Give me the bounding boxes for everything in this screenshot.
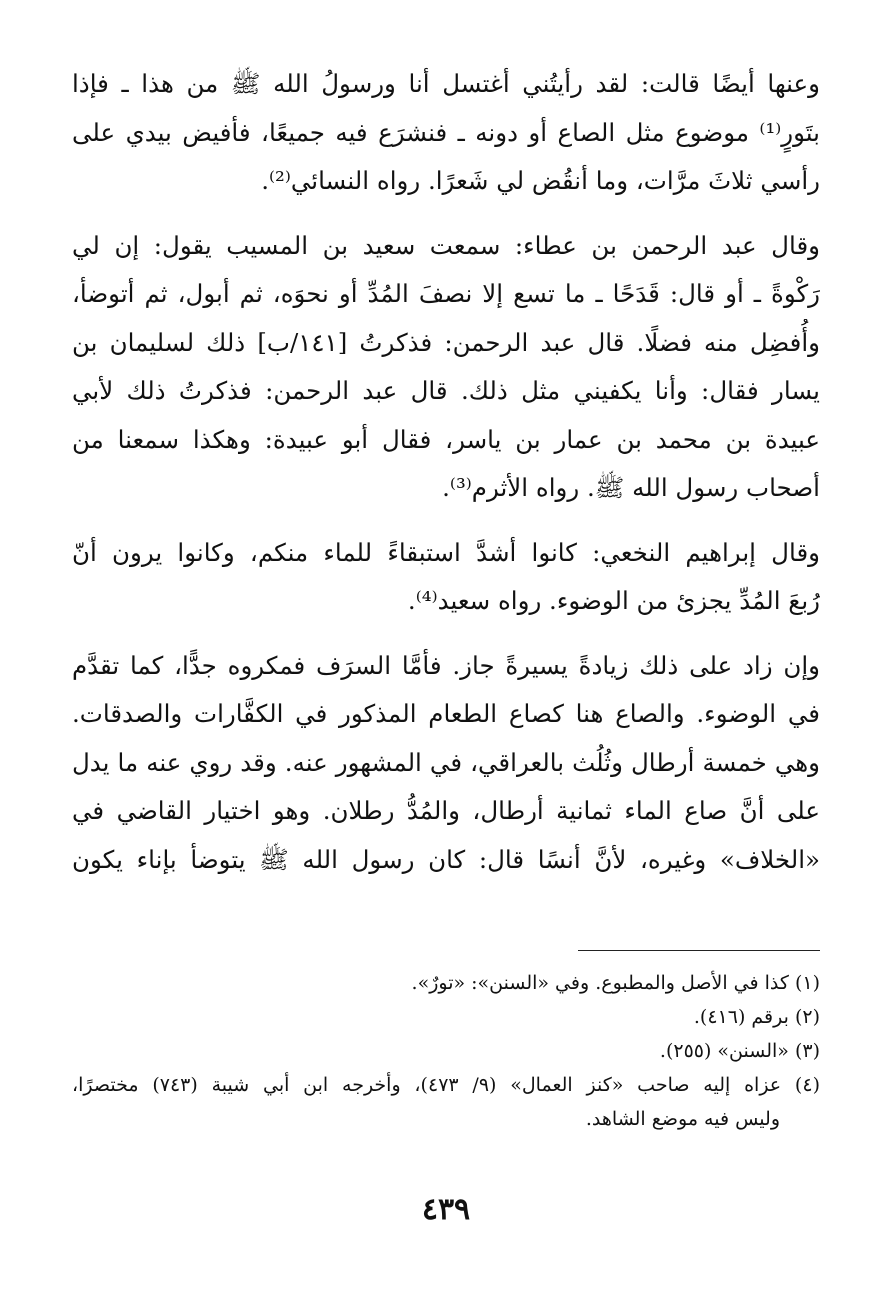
footnote-4-continuation: وليس فيه موضع الشاهد. xyxy=(585,1108,780,1130)
footnote-1: (١) كذا في الأصل والمطبوع. وفي «السنن»: «تورٌ». xyxy=(411,972,820,994)
text-line: بتَورٍ⁽¹⁾ موضوع مثل الصاع أو دونه ـ فنشرَع فيه جميعًا، فأفيض بيدي على xyxy=(72,117,820,147)
text-line: وقال عبد الرحمن بن عطاء: سمعت سعيد بن المسيب يقول: إن لي xyxy=(72,230,820,260)
text-line: يسار فقال: وأنا يكفيني مثل ذلك. قال عبد الرحمن: فذكرتُ ذلك لأبي xyxy=(72,376,820,405)
text-line: رُبعَ المُدِّ يجزئ من الوضوء. رواه سعيد⁽⁴⁾. xyxy=(407,586,820,615)
text-line: وعنها أيضًا قالت: لقد رأيتُني أغتسل أنا ورسولُ الله ﷺ من هذا ـ فإذا xyxy=(72,69,820,98)
footnote-4: (٤) عزاه إليه صاحب «كنز العمال» (٩/ ٤٧٣)، وأخرجه ابن أبي شيبة (٧٤٣) مختصرًا، xyxy=(72,1074,820,1096)
footnote-3: (٣) «السنن» (٢٥٥). xyxy=(659,1040,820,1062)
text-line: عبيدة بن محمد بن عمار بن ياسر، فقال أبو عبيدة: وهكذا سمعنا من xyxy=(72,424,820,454)
footnote-2: (٢) برقم (٤١٦). xyxy=(693,1006,820,1028)
text-line: «الخلاف» وغيره، لأنَّ أنسًا قال: كان رسول الله ﷺ يتوضأ بإناء يكون xyxy=(72,844,820,874)
text-line: في الوضوء. والصاع هنا كصاع الطعام المذكور في الكفَّارات والصدقات. xyxy=(72,699,820,728)
text-line: أصحاب رسول الله ﷺ. رواه الأثرم⁽³⁾. xyxy=(442,473,820,502)
text-line: وإن زاد على ذلك زيادةً يسيرةً جاز. فأمَّا السرَف فمكروه جدًّا، كما تقدَّم xyxy=(72,650,820,680)
paragraph-3 xyxy=(72,529,820,626)
footnote-separator xyxy=(578,950,820,951)
text-line: وقال إبراهيم النخعي: كانوا أشدَّ استبقاءً للماء منكم، وكانوا يرون أنّ xyxy=(72,537,820,567)
text-line: على أنَّ صاع الماء ثمانية أرطال، والمُدُّ رطلان. وهو اختيار القاضي في xyxy=(72,796,820,825)
text-line: وهي خمسة أرطال وثُلُث بالعراقي، في المشهور عنه. وقد روي عنه ما يدل xyxy=(72,747,820,777)
text-line: رأسي ثلاثَ مرَّات، وما أنقُض لي شَعرًا. رواه النسائي⁽²⁾. xyxy=(261,166,820,195)
paragraph-1 xyxy=(72,60,820,206)
footnotes xyxy=(72,966,820,1136)
main-text xyxy=(72,60,820,900)
paragraph-2 xyxy=(72,222,820,513)
text-line: رَكْوةً ـ أو قال: قَدَحًا ـ ما تسع إلا نصفَ المُدِّ أو نحوَه، ثم أبول، ثم أتوضأ، xyxy=(72,279,820,308)
paragraph-4 xyxy=(72,642,820,885)
page-number: ٤٣٩ xyxy=(421,1192,471,1227)
text-line: وأُفضِل منه فضلًا. قال عبد الرحمن: فذكرتُ [١٤١/ب] ذلك لسليمان بن xyxy=(72,327,820,357)
